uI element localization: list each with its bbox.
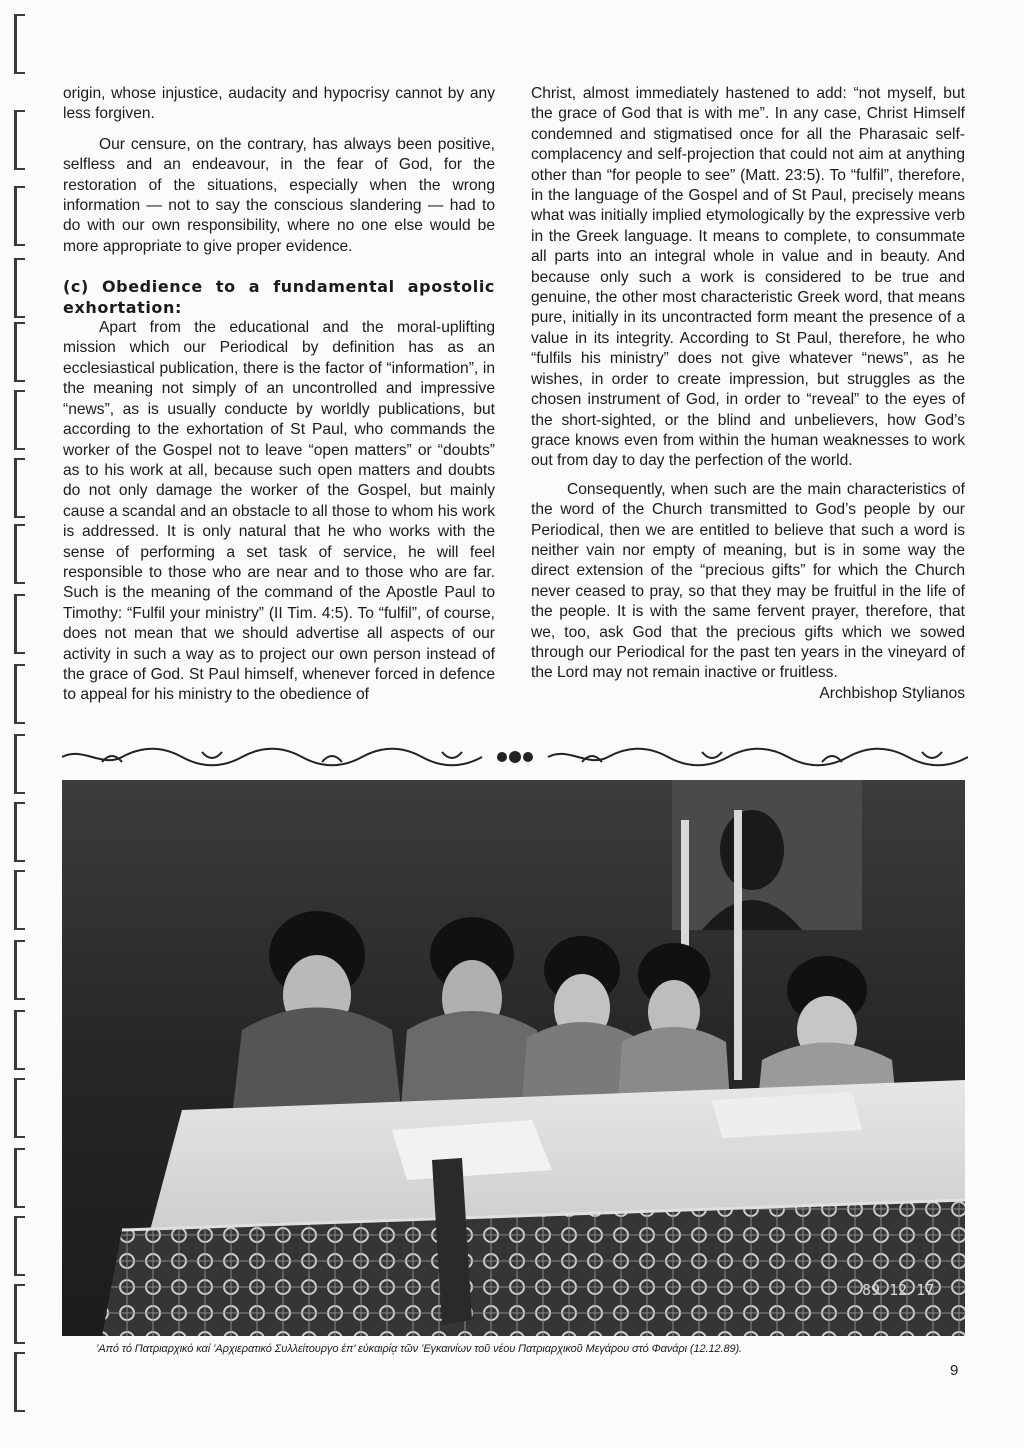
photograph bbox=[62, 780, 965, 1336]
binder-hole bbox=[14, 734, 25, 794]
binder-hole bbox=[14, 186, 25, 246]
binder-hole bbox=[14, 1216, 25, 1276]
binder-hole bbox=[14, 258, 25, 318]
binder-hole bbox=[14, 594, 25, 654]
photo-caption: ’Από τό Πατριαρχικό καί ’Αρχιερατικό Συλλείτουργο ἐπ’ εὐκαιρίᾳ τῶν ’Εγκαινίων τοῦ νέου Πατριαρχικοῦ Μεγάρου στό Φανάρι (12.12.89). bbox=[96, 1343, 743, 1355]
paragraph: origin, whose injustice, audacity and hypocrisy cannot by any less forgiven. bbox=[63, 85, 495, 123]
binder-hole bbox=[14, 1284, 25, 1344]
section-heading: (c) Obedience to a fundamental apostolic exhortation: bbox=[63, 277, 495, 317]
binder-hole bbox=[14, 1078, 25, 1138]
binder-hole bbox=[14, 458, 25, 518]
binder-hole bbox=[14, 110, 25, 170]
paragraph: Apart from the educational and the moral-uplifting mission which our Periodical by definition has as an ecclesiastical publication, there is the factor of “information”, in the meaning not simply of an uncontrolled and impressive “news”, as is usually conducte by worldly publications, but according to the exhortation of St Paul, who commands the worker of the Gospel not to leave “open matters” or “doubts” as to his work at all, because such open matters and doubts do not only damage the worker of the Gospel, but mainly cause a scandal and an obstacle to all those to whom his work is addressed. It is only natural that he who works with the sense of performing a set task of service, he will feel responsible to those who are near and to those who are far. Such is the meaning of the command of the Apostle Paul to Timothy: “Fulfil your ministry” (II Tim. 4:5). To “fulfil”, of course, does not mean that we should advertise all aspects of our activity in such a way as to project our own person instead of the grace of God. St Paul himself, whenever forced in defence to appeal for his ministry to the obedience of bbox=[63, 319, 495, 704]
binder-hole bbox=[14, 940, 25, 1000]
paragraph: Christ, almost immediately hastened to add: “not myself, but the grace of God that is with me”. In any case, Christ Himself condemned and stigmatised once for all the Pharasaic self-complacency and self-projection that could not aim at anything other than “for people to see” (Matt. 23:5). To “fulfil”, therefore, in the language of the Gospel and of St Paul, precisely means what was initially implied etymologically by the expressive verb in the Greek language. It means to complete, to consummate all parts into an integral whole in value and in beauty. And because only such a work is considered to be true and genuine, the other most characteristic Greek word, that means pure, initially in its uncontracted form meant the presence of a value in its integrity. According to St Paul, therefore, he who “fulfils his ministry” does not give whatever “news”, as he wishes, in order to create impression, but struggles as the chosen instrument of God, in order to “reveal” to the eyes of the short-sighted, or the blind and unbelievers, how God’s grace knows even from within the human weaknesses to work out from day to day the perfection of the world. bbox=[531, 85, 965, 470]
page-number: 9 bbox=[950, 1362, 959, 1379]
left-column bbox=[63, 84, 495, 706]
paragraph: Our censure, on the contrary, has always been positive, selfless and an endeavour, in the fear of God, for the restoration of the situations, especially when the wrong information — not to say the conscious slandering — had to do with our own responsibility, where no one else would be more appropriate to give proper evidence. bbox=[63, 135, 495, 255]
right-column bbox=[531, 84, 965, 704]
binder-hole bbox=[14, 390, 25, 450]
photo-illustration bbox=[62, 780, 965, 1336]
photo-date-stamp: 89 12 17 bbox=[862, 1281, 935, 1299]
binder-hole bbox=[14, 802, 25, 862]
binder-holes bbox=[10, 0, 40, 1448]
binder-hole bbox=[14, 870, 25, 930]
binder-hole bbox=[14, 322, 25, 382]
ornament-divider bbox=[62, 744, 968, 770]
signature: Archbishop Stylianos bbox=[819, 684, 965, 702]
binder-hole bbox=[14, 14, 25, 74]
paragraph: Consequently, when such are the main characteristics of the word of the Church transmitted to God’s people by our Periodical, then we are entitled to believe that such a word is neither vain nor empty of meaning, but is in some way the direct extension of the “precious gifts” for which the Church never ceased to pray, so that they may be fruitful in the life of the people. It is with the same fervent prayer, therefore, that we, too, ask God that the precious gifts which we sowed through our Periodical for the past ten years in the vineyard of the Lord may not remain inactive or fruitless. bbox=[531, 480, 965, 682]
binder-hole bbox=[14, 1352, 25, 1412]
binder-hole bbox=[14, 1010, 25, 1070]
binder-hole bbox=[14, 524, 25, 584]
binder-hole bbox=[14, 1148, 25, 1208]
binder-hole bbox=[14, 664, 25, 724]
